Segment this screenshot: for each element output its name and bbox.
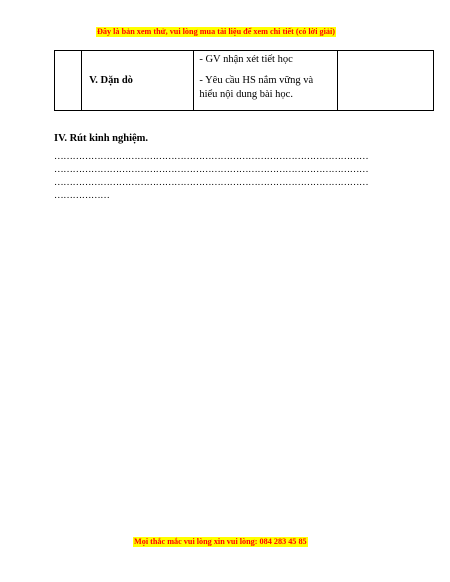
reflection-heading: IV. Rút kinh nghiệm.	[54, 133, 149, 144]
student-activity-cell	[337, 51, 433, 111]
lesson-plan-table	[54, 50, 434, 111]
reflection-line: …………………………………………………………………………………………	[54, 151, 369, 162]
teacher-activity-cell	[194, 51, 337, 111]
table-row	[55, 51, 434, 111]
reflection-line: …………………………………………………………………………………………	[54, 177, 369, 188]
reflection-line: ………………	[54, 190, 110, 201]
teacher-activity-item: - GV nhận xét tiết học	[199, 54, 293, 65]
stage-cell	[82, 51, 194, 111]
contact-banner: Mọi thắc mắc vui lòng xin vui lòng: 084 283 45 85	[134, 537, 307, 546]
reflection-line: …………………………………………………………………………………………	[54, 164, 369, 175]
empty-cell	[55, 51, 82, 111]
stage-label: V. Dặn dò	[89, 75, 133, 86]
teacher-activity-item: - Yêu cầu HS nắm vững và hiểu nội dung bài học.	[199, 75, 314, 100]
preview-notice-banner: Đây là bản xem thử, vui lòng mua tài liệu để xem chi tiết (có lời giải)	[97, 27, 336, 36]
